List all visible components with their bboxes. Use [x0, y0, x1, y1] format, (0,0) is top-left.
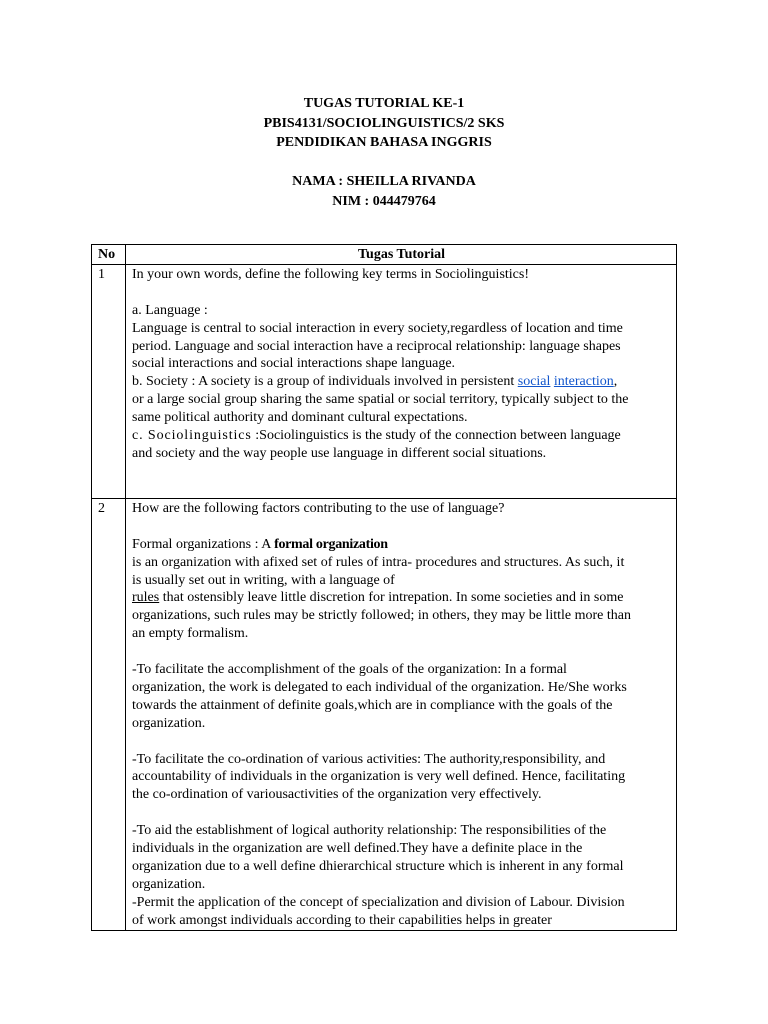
table-row [92, 498, 677, 930]
answer-line: organization. [132, 876, 206, 892]
term-sociolinguistics-line: c. Sociolinguistics :Sociolinguistics is the study of the connection between language [132, 428, 621, 444]
program-line: PENDIDIKAN BAHASA INGGRIS [276, 135, 492, 150]
answer-line: individuals in the organization are well defined.They have a definite place in the [132, 841, 583, 857]
answer-line: -To aid the establishment of logical authority relationship: The responsibilities of the [132, 823, 607, 839]
answer-line: towards the attainment of definite goals,which are in compliance with the goals of the [132, 697, 613, 713]
rules-link[interactable]: rules [132, 590, 160, 606]
interaction-link[interactable]: interaction [553, 374, 614, 390]
row-number: 1 [92, 264, 126, 498]
student-name: NAMA : SHEILLA RIVANDA [292, 174, 476, 189]
term-society-line: b. Society : A society is a group of individuals involved in persistent social interaction, [132, 374, 618, 390]
answer-line: and society and the way people use language in different social situations. [132, 445, 547, 461]
answer-line: or a large social group sharing the same spatial or social territory, typically subject to the [132, 392, 629, 408]
row-content [126, 264, 677, 498]
social-link[interactable]: social [517, 374, 551, 390]
answer-line: organization. [132, 715, 206, 731]
answer-line: same political authority and dominant cultural expectations. [132, 410, 468, 426]
course-line: PBIS4131/SOCIOLINGUISTICS/2 SKS [263, 115, 505, 131]
header-no: No [92, 245, 126, 265]
answer-line: -To facilitate the co-ordination of various activities: The authority,responsibility, and [132, 751, 606, 767]
row-number: 2 [92, 498, 126, 930]
rules-line: rules that ostensibly leave little discretion for intrepation. In some societies and in some [132, 590, 624, 606]
answer-line: organizations, such rules may be strictly followed; in others, they may be little more than [132, 608, 631, 624]
question-text: How are the following factors contributing to the use of language? [132, 500, 505, 516]
term-language-title: a. Language : [132, 302, 208, 318]
table-row [92, 264, 677, 498]
answer-line: is usually set out in writing, with a language of [132, 572, 395, 588]
answer-line: Language is central to social interaction in every society,regardless of location and time [132, 320, 623, 336]
title-line: TUGAS TUTORIAL KE-1 [303, 96, 465, 111]
formal-organization-line: Formal organizations : A formal organization [132, 536, 388, 552]
document-header [0, 94, 768, 211]
answer-line: -Permit the application of the concept of specialization and division of Labour. Division [132, 894, 625, 910]
answer-line: organization due to a well define dhierarchical structure which is inherent in any formal [132, 858, 624, 874]
table-header-row [92, 245, 677, 265]
question-text: In your own words, define the following key terms in Sociolinguistics! [132, 266, 529, 282]
answer-line: the co-ordination of variousactivities of the organization very effectively. [132, 787, 542, 803]
answer-line: organization, the work is delegated to each individual of the organization. He/She works [132, 679, 627, 695]
tutorial-table [91, 244, 677, 931]
answer-line: -To facilitate the accomplishment of the goals of the organization: In a formal [132, 662, 567, 678]
student-nim: NIM : 044479764 [332, 193, 436, 209]
answer-line: social interactions and social interactions shape language. [132, 356, 456, 372]
answer-line: is an organization with afixed set of rules of intra- procedures and structures. As such, it [132, 554, 625, 570]
header-task: Tugas Tutorial [126, 245, 677, 265]
answer-line: of work amongst individuals according to their capabilities helps in greater [132, 912, 552, 928]
row-content [126, 498, 677, 930]
answer-line: accountability of individuals in the organization is very well defined. Hence, facilitating [132, 769, 626, 785]
answer-line: an empty formalism. [132, 626, 249, 642]
answer-line: period. Language and social interaction have a reciprocal relationship: language shapes [132, 338, 621, 354]
